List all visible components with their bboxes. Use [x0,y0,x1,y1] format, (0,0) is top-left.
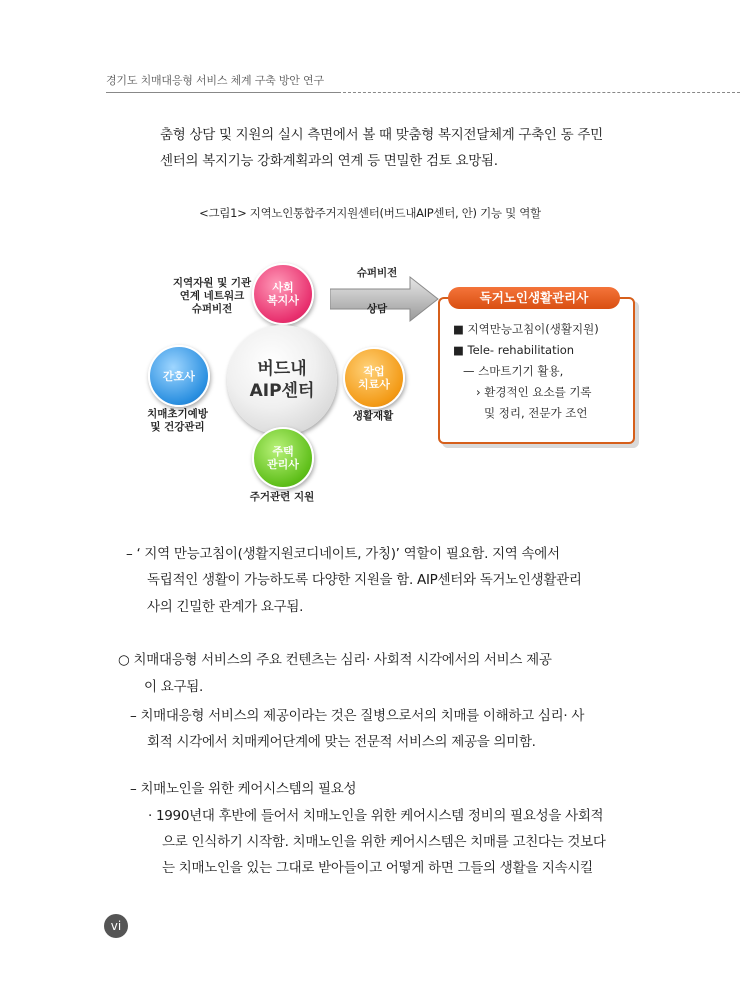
housing-node-1: 주택 [272,445,294,458]
care-item-4: › 환경적인 요소를 기록 [476,385,592,399]
p5-line-2: 으로 인식하기 시작함. 치매노인을 위한 케어시스템은 치매를 고친다는 것보다 [162,834,606,850]
p1-line-1: – ‘ 지역 만능고침이(생활지원코디네이트, 가칭)’ 역할이 필요함. 지역 속에서 [126,546,560,562]
welfare-label [162,277,262,316]
header-rule [106,92,338,93]
p2-line-2: 이 요구됨. [144,679,203,695]
occupational-therapist-node [343,347,405,409]
care-item-5: 및 정리, 전문가 조언 [484,406,588,420]
p5-line-1: · 1990년대 후반에 들어서 치매노인을 위한 케어시스템 정비의 필요성을 사회적 [148,808,604,824]
center-line-2: AIP센터 [249,381,315,401]
center-line-1: 버드내 [257,359,307,379]
social-worker-node [252,263,314,325]
welfare-label-1: 지역자원 및 기관 [172,277,252,289]
aip-center-figure [130,255,650,515]
care-item-2: ■ Tele- rehabilitation [453,343,575,357]
p1-line-2: 독립적인 생활이 가능하도록 다양한 지원을 함. AIP센터와 독거노인생활관리 [147,572,582,588]
housing-manager-node [252,427,314,489]
arrow-bottom-label: 상담 [366,303,388,315]
header-rule-dashed [338,92,740,93]
care-item-1: ■ 지역만능고침이(생활지원) [453,322,599,336]
p3-line-2: 회적 시각에서 치매케어단계에 맞는 전문적 서비스의 제공을 의미함. [147,734,536,750]
right-arrow-icon [330,275,440,325]
p5-line-3: 는 치매노인을 있는 그대로 받아들이고 어떻게 하면 그들의 생활을 지속시킬 [162,860,593,876]
ot-label: 생활재활 [352,410,394,422]
page-number-badge: vi [104,914,128,938]
welfare-node-2: 복지사 [267,294,299,307]
intro-line-1: 춤형 상담 및 지원의 실시 측면에서 볼 때 맞춤형 복지전달체계 구축인 동 주민 [160,127,603,143]
p4-line-1: – 치매노인을 위한 케어시스템의 필요성 [130,781,357,797]
welfare-label-2: 연계 네트워크 [179,290,245,302]
ot-node-1: 작업 [363,365,385,378]
care-manager-title: 독거노인생활관리사 [448,287,620,309]
welfare-node-1: 사회 [272,281,294,294]
nurse-node [148,345,210,407]
header-title: 경기도 치매대응형 서비스 체계 구축 방안 연구 [106,74,324,87]
nurse-label-1: 치매초기예방 [147,408,208,420]
arrow-top-label: 슈퍼비전 [356,267,398,279]
welfare-label-3: 슈퍼비전 [191,303,233,315]
housing-label: 주거관련 지원 [249,491,315,503]
figure-caption: <그림1> 지역노인통합주거지원센터(버드내AIP센터, 안) 기능 및 역할 [199,206,541,220]
p1-line-3: 사의 긴밀한 관계가 요구됨. [147,599,304,615]
p3-line-1: – 치매대응형 서비스의 제공이라는 것은 질병으로서의 치매를 이해하고 심리· 사 [130,708,585,724]
housing-node-2: 관리사 [267,458,299,471]
care-item-3: — 스마트기기 활용, [463,364,564,378]
nurse-node-label: 간호사 [163,369,195,383]
nurse-label-2: 및 건강관리 [150,421,205,433]
ot-node-2: 치료사 [358,378,390,391]
aip-center-node [227,325,337,435]
intro-line-2: 센터의 복지기능 강화계획과의 연계 등 면밀한 검토 요망됨. [160,153,498,169]
nurse-label [130,408,225,434]
p2-line-1: ○ 치매대응형 서비스의 주요 컨텐츠는 심리· 사회적 시각에서의 서비스 제공 [118,652,552,668]
